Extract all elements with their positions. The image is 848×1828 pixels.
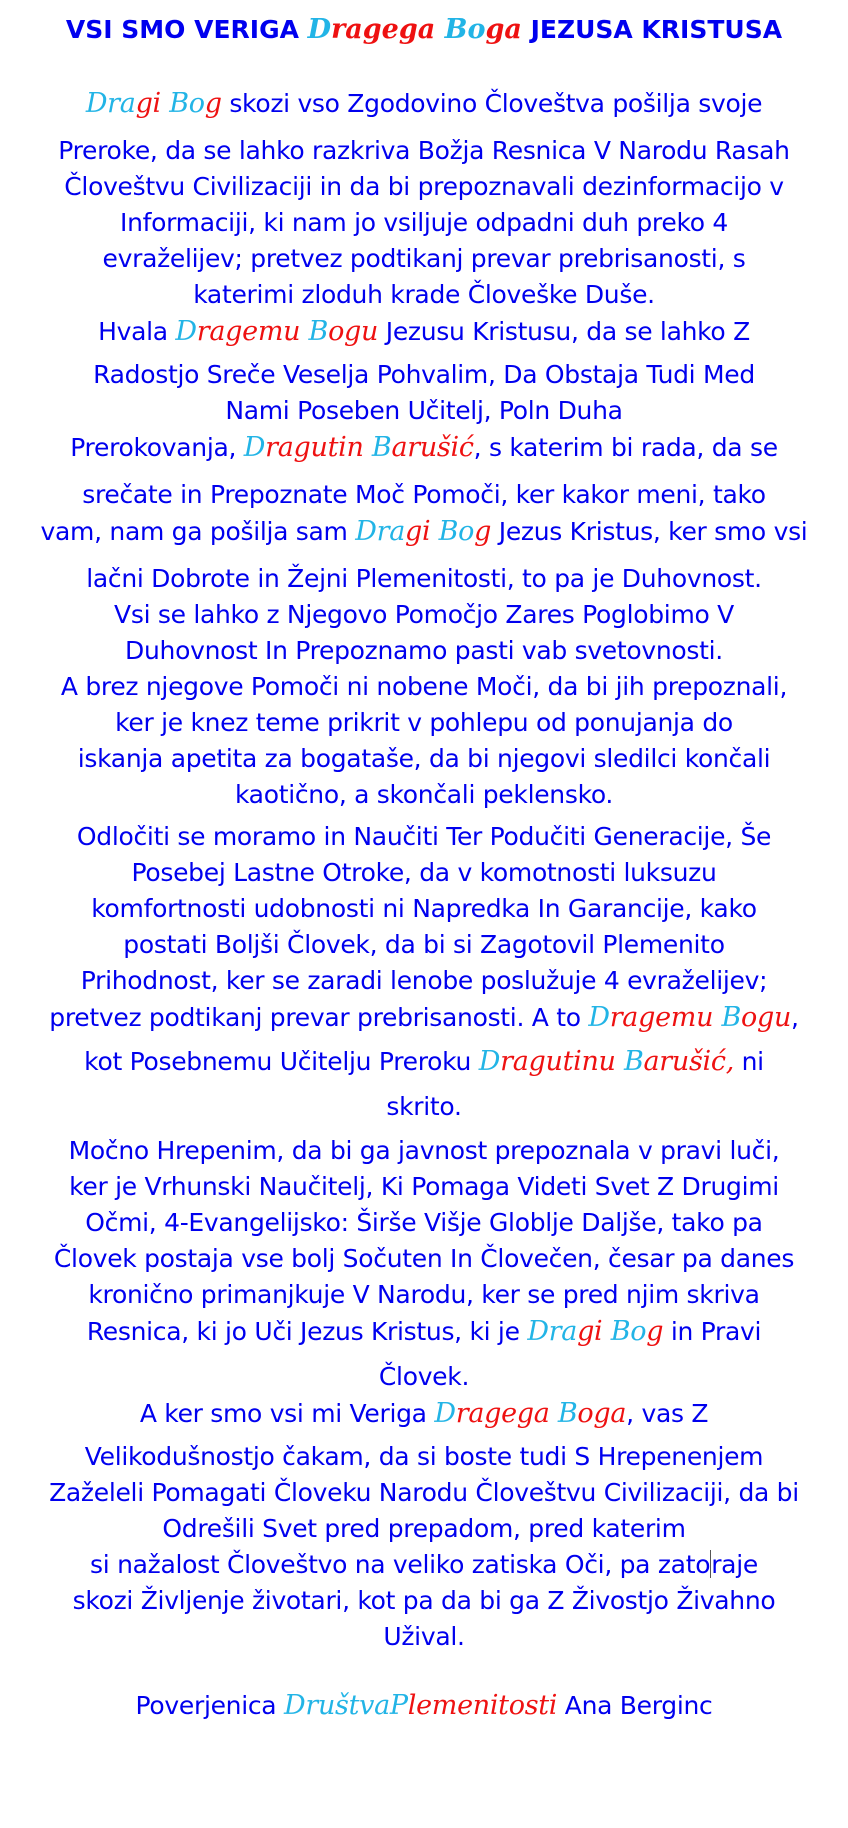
text-run: komfortnosti udobnosti ni Napredka In Garancije, kako <box>91 894 757 923</box>
paragraph-line <box>0 636 848 665</box>
text-run: , vas Z <box>626 1399 709 1428</box>
paragraph-line <box>0 1208 848 1237</box>
highlighted-name-run: D <box>478 1046 501 1077</box>
paragraph-line <box>0 1398 848 1429</box>
paragraph-line <box>0 280 848 309</box>
highlighted-name-run: ragemu <box>196 316 309 347</box>
text-run: in Pravi <box>663 1317 762 1346</box>
highlighted-name-run: Bo <box>444 14 486 45</box>
highlighted-name-run: B <box>623 1046 644 1077</box>
paragraph-line <box>0 516 848 547</box>
text-run: , s katerim bi rada, da se <box>473 433 778 462</box>
paragraph-line <box>0 780 848 809</box>
highlighted-name-run: D <box>243 432 266 463</box>
paragraph-line <box>0 172 848 201</box>
text-run: Človek postaja vse bolj Sočuten In Človečen, česar pa danes <box>53 1244 795 1273</box>
text-run: kaotično, a skončali peklensko. <box>234 780 614 809</box>
title-suffix: JEZUSA KRISTUSA <box>521 15 783 44</box>
paragraph-line <box>0 1172 848 1201</box>
text-run: Hvala <box>98 317 176 346</box>
highlighted-name-run: Bo <box>438 516 475 547</box>
paragraph-line <box>0 88 848 119</box>
text-run: evraželijev; pretvez podtikanj prevar prebrisanosti, s <box>102 244 746 273</box>
highlighted-name-run: ra <box>107 88 136 119</box>
highlighted-name-run: ra <box>548 1316 578 1347</box>
text-run: Očmi, 4-Evangelijsko: Širše Višje Globlje Daljše, tako pa <box>85 1208 763 1237</box>
text-run: Zaželeli Pomagati Človeku Narodu Človeštvu Civilizaciji, da bi <box>49 1478 799 1507</box>
highlighted-name-run: gi <box>405 516 439 547</box>
paragraph-line <box>0 396 848 425</box>
paragraph-line <box>0 600 848 629</box>
paragraph-line <box>0 1136 848 1165</box>
text-run: Prihodnost, ker se zaradi lenobe poslužuje 4 evraželijev; <box>80 966 768 995</box>
highlighted-name-run: ragega <box>455 1398 558 1429</box>
text-run: Nami Poseben Učitelj, Poln Duha <box>225 396 623 425</box>
title-cursive-name <box>308 15 522 44</box>
paragraph-line <box>0 822 848 851</box>
highlighted-name-run: g <box>204 88 222 119</box>
text-run: Vsi se lahko z Njegovo Pomočjo Zares Poglobimo V <box>114 600 734 629</box>
signature-line <box>0 1690 848 1721</box>
paragraph-line <box>0 858 848 887</box>
highlighted-name-run: B <box>721 1002 741 1033</box>
text-run: postati Boljši Človek, da bi si Zagotovil Plemenito <box>123 930 725 959</box>
highlighted-name-run: Bo <box>610 1316 647 1347</box>
highlighted-name-run: D <box>175 316 197 347</box>
text-run: Prerokovanja, <box>70 433 244 462</box>
text-run: Človek. <box>378 1362 470 1391</box>
text-run: Ana Berginc <box>557 1691 713 1720</box>
paragraph-line <box>0 1514 848 1543</box>
highlighted-name-run: arušić <box>391 432 474 463</box>
paragraph-line <box>0 432 848 463</box>
text-run: srečate in Prepoznate Moč Pomoči, ker kakor meni, tako <box>82 480 766 509</box>
text-run: vam, nam ga pošilja sam <box>40 517 356 546</box>
text-run: raje <box>711 1550 758 1579</box>
text-run: Posebej Lastne Otroke, da v komotnosti luksuzu <box>131 858 717 887</box>
highlighted-name-run: B <box>371 432 392 463</box>
highlighted-name-run: lemenitosti <box>407 1690 558 1721</box>
highlighted-name-run: ra <box>376 516 406 547</box>
highlighted-name-run: ogu <box>328 316 379 347</box>
paragraph-line <box>0 244 848 273</box>
highlighted-name-run: ragutinu <box>500 1046 624 1077</box>
highlighted-name-run: B <box>557 1398 578 1429</box>
paragraph-line <box>0 1046 848 1077</box>
highlighted-name-run: oga <box>577 1398 627 1429</box>
paragraph-line <box>0 1362 848 1391</box>
title-prefix: VSI SMO VERIGA <box>65 15 308 44</box>
highlighted-name-run: Bo <box>169 88 205 119</box>
paragraph-line <box>0 1280 848 1309</box>
paragraph-line <box>0 480 848 509</box>
paragraph-line <box>0 1442 848 1471</box>
text-run: Poverjenica <box>135 1691 284 1720</box>
paragraph-line <box>0 894 848 923</box>
text-run: Močno Hrepenim, da bi ga javnost prepoznala v pravi luči, <box>68 1136 780 1165</box>
text-run: katerimi zloduh krade Človeške Duše. <box>193 280 655 309</box>
paragraph-line <box>0 360 848 389</box>
paragraph-line <box>0 208 848 237</box>
highlighted-name-run: ragemu <box>609 1002 722 1033</box>
text-run: Užival. <box>383 1622 465 1651</box>
paragraph-line <box>0 1002 848 1033</box>
highlighted-name-run: gi <box>577 1316 611 1347</box>
text-run: , <box>791 1003 799 1032</box>
text-run: Velikodušnostjo čakam, da si boste tudi S Hrepenenjem <box>84 1442 764 1471</box>
text-run: Duhovnost In Prepoznamo pasti vab svetovnosti. <box>125 636 723 665</box>
highlighted-name-run: P <box>389 1690 408 1721</box>
text-run: Človeštvu Civilizaciji in da bi prepoznavali dezinformacijo v <box>64 172 784 201</box>
text-run: kronično primanjkuje V Narodu, ker se pred njim skriva <box>88 1280 760 1309</box>
text-run: Odrešili Svet pred prepadom, pred katerim <box>162 1514 686 1543</box>
text-run: ker je knez teme prikrit v pohlepu od ponujanja do <box>115 708 733 737</box>
highlighted-name-run: g <box>646 1316 664 1347</box>
paragraph-line <box>0 1316 848 1347</box>
text-run: ni <box>733 1047 764 1076</box>
paragraph-line <box>0 1550 848 1579</box>
text-run: Jezusu Kristusu, da se lahko Z <box>378 317 750 346</box>
paragraph-line <box>0 966 848 995</box>
paragraph-line <box>0 136 848 165</box>
text-run: Radostjo Sreče Veselja Pohvalim, Da Obstaja Tudi Med <box>93 360 755 389</box>
paragraph-line <box>0 708 848 737</box>
paragraph-line <box>0 564 848 593</box>
highlighted-name-run: gi <box>135 88 170 119</box>
text-run: Informaciji, ki nam jo vsiljuje odpadni duh preko 4 <box>120 208 728 237</box>
text-run: iskanja apetita za bogataše, da bi njegovi sledilci končali <box>77 744 771 773</box>
paragraph-line <box>0 1092 848 1121</box>
highlighted-name-run: ragega <box>331 14 445 45</box>
highlighted-name-run: D <box>307 14 332 45</box>
paragraph-line <box>0 930 848 959</box>
highlighted-name-run: ga <box>485 14 522 45</box>
text-run: kot Posebnemu Učitelju Preroku <box>84 1047 479 1076</box>
text-run: lačni Dobrote in Žejni Plemenitosti, to pa je Duhovnost. <box>86 564 762 593</box>
text-run: A brez njegove Pomoči ni nobene Moči, da bi jih prepoznali, <box>60 672 788 701</box>
highlighted-name-run: D <box>434 1398 456 1429</box>
highlighted-name-run: D <box>527 1316 549 1347</box>
highlighted-name-run: arušić, <box>643 1046 734 1077</box>
text-run: Resnica, ki jo Uči Jezus Kristus, ki je <box>86 1317 528 1346</box>
highlighted-name-run: ogu <box>741 1002 792 1033</box>
text-run: skozi vso Zgodovino Človeštva pošilja svoje <box>221 89 763 118</box>
text-run: si nažalost Človeštvo na veliko zatiska Oči, pa zato <box>90 1550 711 1579</box>
page-title <box>0 14 848 45</box>
highlighted-name-run: Društva <box>283 1690 390 1721</box>
text-run: ker je Vrhunski Naučitelj, Ki Pomaga Videti Svet Z Drugimi <box>69 1172 779 1201</box>
text-run: A ker smo vsi mi Veriga <box>139 1399 435 1428</box>
paragraph-line <box>0 316 848 347</box>
highlighted-name-run: D <box>588 1002 610 1033</box>
text-run: skrito. <box>386 1092 462 1121</box>
highlighted-name-run: D <box>355 516 377 547</box>
paragraph-line <box>0 1244 848 1273</box>
highlighted-name-run: D <box>85 88 108 119</box>
highlighted-name-run: B <box>308 316 329 347</box>
paragraph-line <box>0 1622 848 1651</box>
paragraph-line <box>0 672 848 701</box>
text-run: Odločiti se moramo in Naučiti Ter Podučiti Generacije, Še <box>76 822 772 851</box>
highlighted-name-run: ragutin <box>265 432 372 463</box>
paragraph-line <box>0 1478 848 1507</box>
paragraph-line <box>0 744 848 773</box>
text-run: Preroke, da se lahko razkriva Božja Resnica V Narodu Rasah <box>58 136 790 165</box>
text-run: Jezus Kristus, ker smo vsi <box>491 517 808 546</box>
paragraph-line <box>0 1586 848 1615</box>
highlighted-name-run: g <box>474 516 492 547</box>
text-run: skozi Življenje životari, kot pa da bi ga Z Živostjo Živahno <box>72 1586 776 1615</box>
text-run: pretvez podtikanj prevar prebrisanosti. A to <box>49 1003 589 1032</box>
